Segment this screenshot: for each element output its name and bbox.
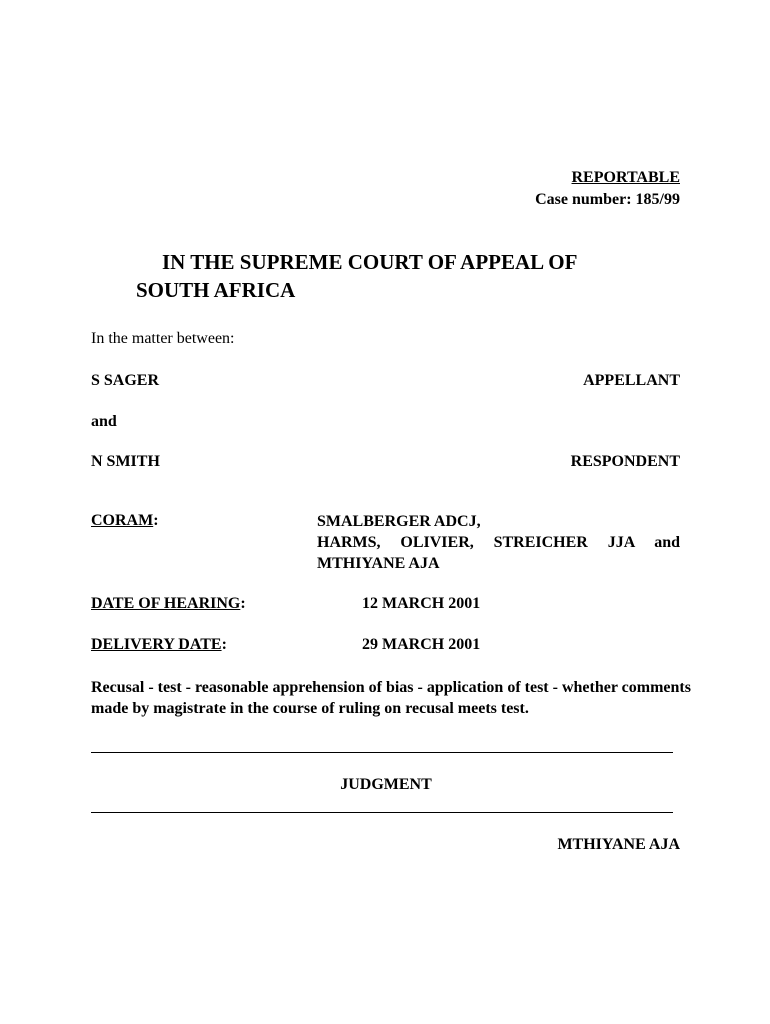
date-of-hearing-label [91,594,246,614]
delivery-date-colon: : [221,636,227,653]
respondent-name: N SMITH [91,453,160,470]
judgment-heading: JUDGMENT [340,776,432,793]
delivery-date-label [91,635,227,655]
appellant-role: APPELLANT [583,372,680,389]
date-of-hearing-label-text: DATE OF HEARING [91,595,241,612]
coram-label-text: CORAM [91,512,154,529]
coram-label [91,511,159,531]
coram-judges [317,511,680,574]
date-of-hearing-value: 12 MARCH 2001 [362,595,481,612]
judge-name: MTHIYANE AJA [557,836,680,853]
divider-bottom [91,812,673,813]
coram-judges-rest: HARMS, OLIVIER, STREICHER JJA and MTHIYANE AJA [317,534,680,572]
coram-judges-line1: SMALBERGER ADCJ, [317,513,481,530]
respondent-role: RESPONDENT [570,453,680,470]
delivery-date-label-text: DELIVERY DATE [91,636,222,653]
court-title-line1: IN THE SUPREME COURT OF APPEAL OF [162,250,578,274]
parties-conjunction: and [91,413,117,430]
case-number: Case number: 185/99 [535,191,680,208]
case-summary: Recusal - test - reasonable apprehension of bias - application of test - whether comments made by magistrate in the course of ruling on recusal meets test. [91,679,691,717]
coram-label-colon: : [153,512,159,529]
matter-intro: In the matter between: [91,330,235,347]
delivery-date-value: 29 MARCH 2001 [362,636,481,653]
court-title [136,248,636,304]
appellant-name: S SAGER [91,372,160,389]
reportable-label: REPORTABLE [571,169,680,186]
divider-top [91,752,673,753]
court-title-line2: SOUTH AFRICA [136,278,296,302]
date-of-hearing-colon: : [240,595,246,612]
